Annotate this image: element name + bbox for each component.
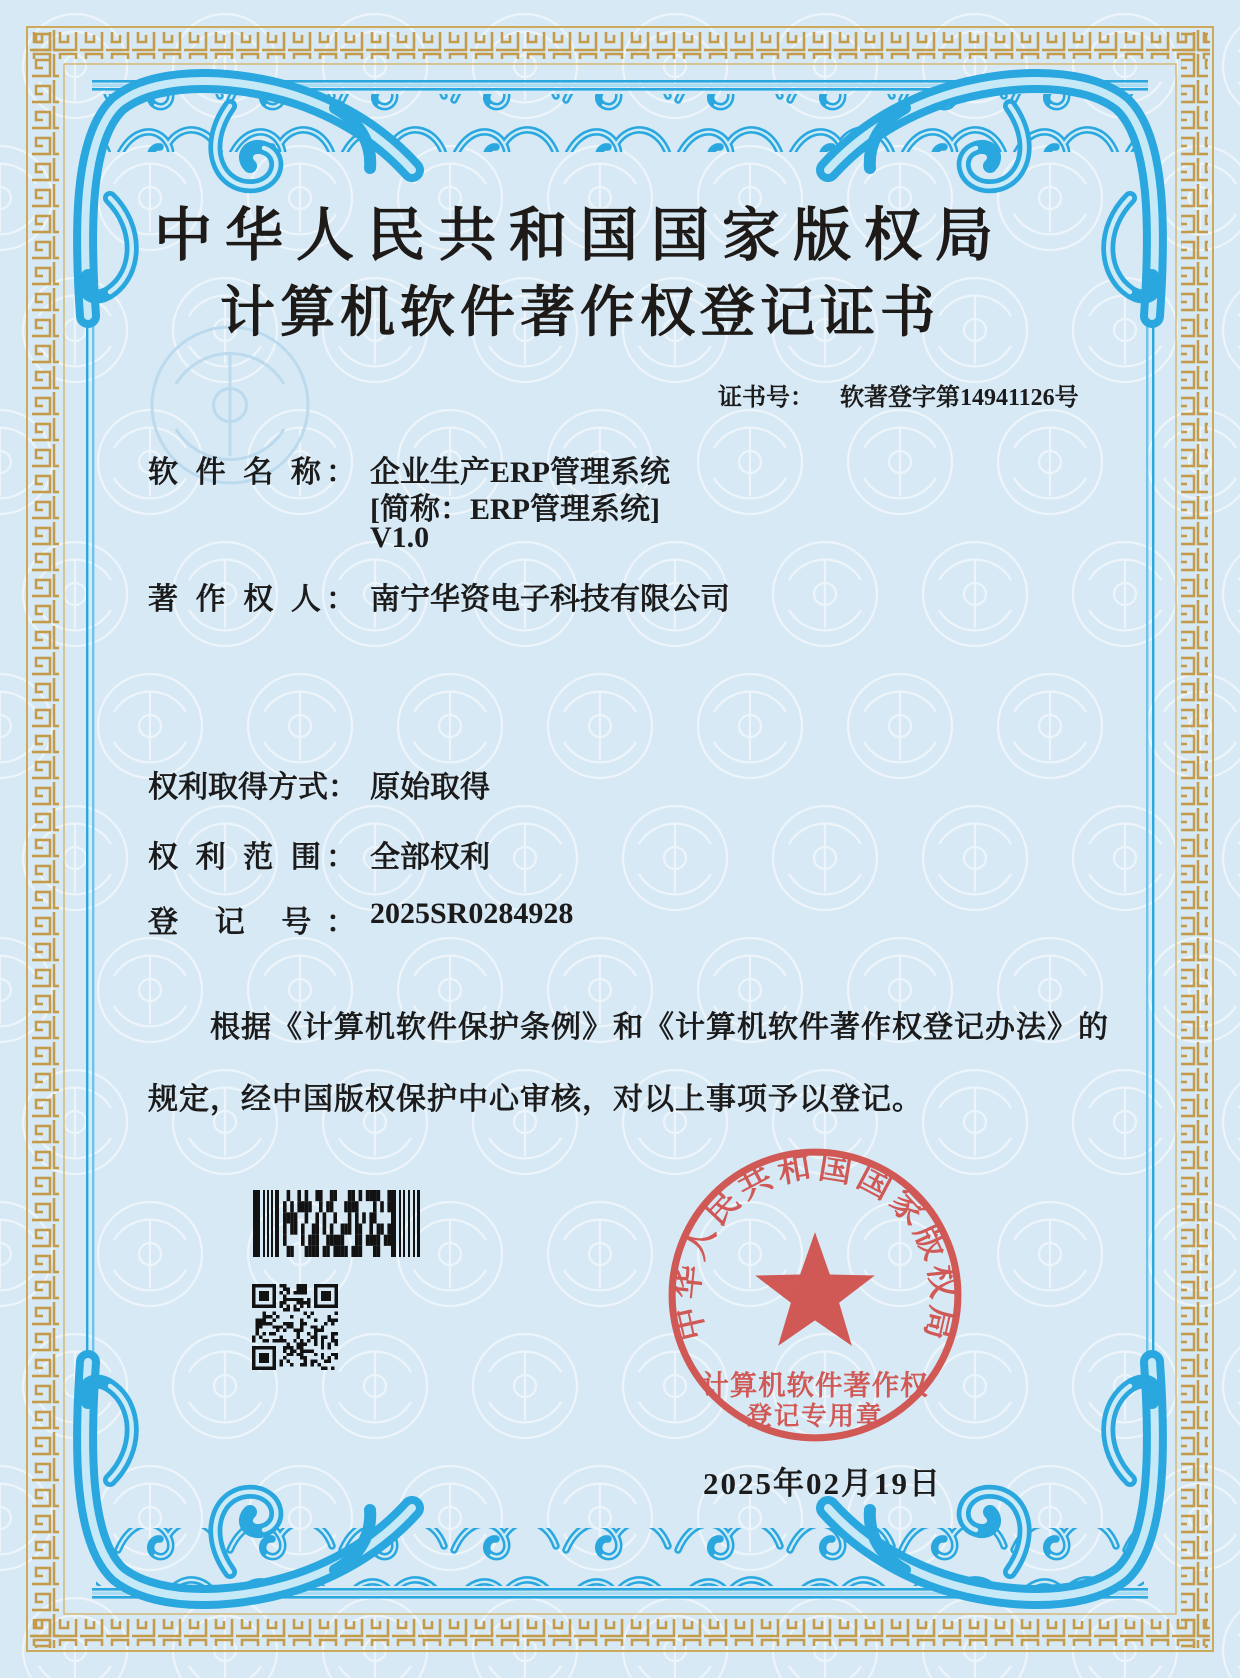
- rights-scope-value: 全部权利: [370, 841, 490, 874]
- copyright-owner-value: 南宁华资电子科技有限公司: [370, 583, 730, 616]
- authority-title: 中华人民共和国国家版权局: [153, 203, 1006, 268]
- certificate-title: 计算机软件著作权登记证书: [219, 282, 940, 343]
- software-name-value: 企业生产ERP管理系统: [370, 456, 670, 489]
- field-registration-number: [148, 897, 573, 941]
- field-copyright-owner: [148, 574, 730, 618]
- certificate-number-value: 软著登字第14941126号: [840, 385, 1079, 411]
- seal-bottom-text-1: 计算机软件著作权: [701, 1370, 929, 1401]
- software-version: V1.0: [370, 521, 430, 554]
- rights-scope-label: 权 利 范 围：: [148, 841, 356, 874]
- seal-ring-text: 中华人民共和国国家版权局: [668, 1148, 962, 1344]
- acquisition-method-value: 原始取得: [370, 771, 490, 804]
- field-acquisition-method: [148, 762, 490, 806]
- statement-line-1: 根据《计算机软件保护条例》和《计算机软件著作权登记办法》的: [210, 1011, 1109, 1044]
- qr-code: [252, 1284, 338, 1370]
- issue-date: 2025年02月19日: [703, 1466, 942, 1501]
- statement-line-2: 规定，经中国版权保护中心审核，对以上事项予以登记。: [148, 1083, 923, 1116]
- seal-bottom-text-2: 登记专用章: [746, 1402, 884, 1431]
- acquisition-method-label: 权利取得方式：: [148, 771, 358, 804]
- pdf417-barcode: [253, 1190, 420, 1257]
- registration-number-value: 2025SR0284928: [370, 897, 574, 930]
- certificate-number-row: [718, 377, 1079, 412]
- field-rights-scope: [148, 832, 490, 876]
- software-name-label: 软 件 名 称：: [148, 456, 356, 489]
- registration-number-label: 登 记 号：: [148, 906, 356, 939]
- certificate-number-label: 证书号：: [718, 385, 814, 411]
- software-short-name: [简称：ERP管理系统]: [370, 493, 660, 526]
- copyright-owner-label: 著 作 权 人：: [148, 583, 356, 616]
- official-seal: [663, 1143, 967, 1447]
- red-star: [755, 1232, 875, 1346]
